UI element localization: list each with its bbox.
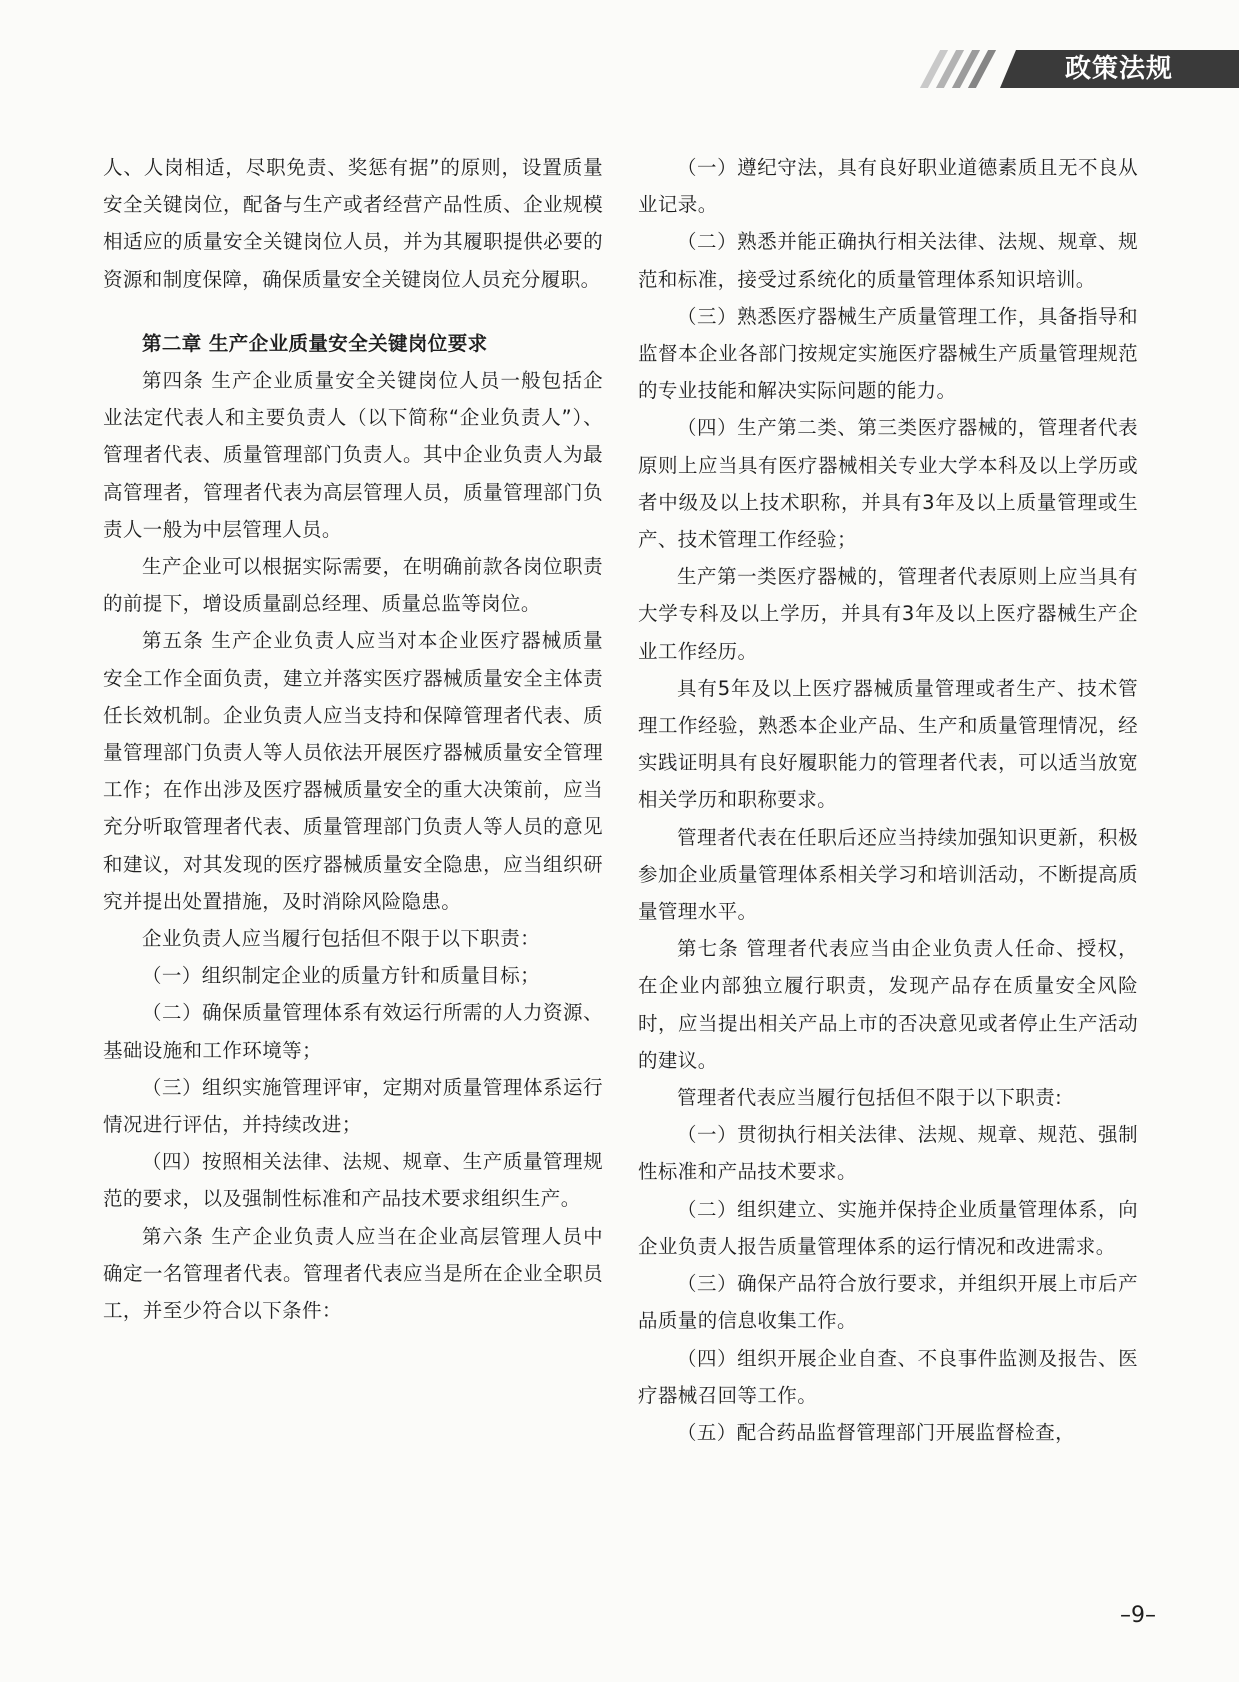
paragraph: （一）组织制定企业的质量方针和质量目标；: [142, 964, 541, 988]
page-number: –9–: [1120, 1603, 1156, 1628]
paragraph: （二）组织建立、实施并保持企业质量管理体系，向企业负责人报告质量管理体系的运行情况和改进需求。: [638, 1197, 1138, 1258]
paragraph: 人、人岗相适，尽职免责、奖惩有据”的原则，设置质量安全关键岗位，配备与生产或者经营产品性质、企业规模相适应的质量安全关键岗位人员，并为其履职提供必要的资源和制度保障，确保质量安全关键岗位人员充分履职。: [103, 156, 603, 291]
paragraph: 管理者代表在任职后还应当持续加强知识更新，积极参加企业质量管理体系相关学习和培训活动，不断提高质量管理水平。: [638, 825, 1138, 924]
right-column: [638, 149, 1138, 1451]
paragraph: （三）组织实施管理评审，定期对质量管理体系运行情况进行评估，并持续改进；: [103, 1075, 603, 1137]
paragraph: （一）遵纪守法，具有良好职业道德素质且无不良从业记录。: [638, 156, 1138, 217]
paragraph: （五）配合药品监督管理部门开展监督检查，: [677, 1420, 1076, 1444]
paragraph: （四）组织开展企业自查、不良事件监测及报告、医疗器械召回等工作。: [638, 1346, 1138, 1407]
chapter-heading: 第二章 生产企业质量安全关键岗位要求: [142, 331, 488, 355]
paragraph: 第六条 生产企业负责人应当在企业高层管理人员中确定一名管理者代表。管理者代表应当是所在企业全职员工，并至少符合以下条件：: [103, 1224, 603, 1323]
paragraph: 管理者代表应当履行包括但不限于以下职责:: [677, 1086, 1063, 1110]
paragraph: （一）贯彻执行相关法律、法规、规章、规范、强制性标准和产品技术要求。: [638, 1123, 1138, 1184]
left-column: [103, 149, 603, 1329]
paragraph: （四）生产第二类、第三类医疗器械的，管理者代表原则上应当具有医疗器械相关专业大学本科及以上学历或者中级及以上技术职称，并具有3年及以上质量管理或生产、技术管理工作经验；: [638, 416, 1138, 552]
paragraph: （四）按照相关法律、法规、规章、生产质量管理规范的要求，以及强制性标准和产品技术要求组织生产。: [103, 1150, 603, 1211]
section-title: 政策法规: [1064, 54, 1173, 84]
paragraph: （二）熟悉并能正确执行相关法律、法规、规章、规范和标准，接受过系统化的质量管理体系知识培训。: [638, 230, 1138, 291]
paragraph: 具有5年及以上医疗器械质量管理或者生产、技术管理工作经验，熟悉本企业产品、生产和质量管理情况，经实践证明具有良好履职能力的管理者代表，可以适当放宽相关学历和职称要求。: [638, 676, 1138, 812]
paragraph: 生产第一类医疗器械的，管理者代表原则上应当具有大学专科及以上学历，并具有3年及以上医疗器械生产企业工作经历。: [638, 565, 1138, 663]
paragraph: 企业负责人应当履行包括但不限于以下职责：: [142, 927, 541, 951]
paragraph: （三）确保产品符合放行要求，并组织开展上市后产品质量的信息收集工作。: [638, 1272, 1138, 1333]
paragraph: 第七条 管理者代表应当由企业负责人任命、授权，在企业内部独立履行职责，发现产品存在质量安全风险时，应当提出相关产品上市的否决意见或者停止生产活动的建议。: [638, 937, 1138, 1072]
paragraph: （二）确保质量管理体系有效运行所需的人力资源、基础设施和工作环境等；: [103, 1001, 603, 1062]
paragraph: 第五条 生产企业负责人应当对本企业医疗器械质量安全工作全面负责，建立并落实医疗器械质量安全主体责任长效机制。企业负责人应当支持和保障管理者代表、质量管理部门负责人等人员依法开展医疗器械质量安全管理工作；在作出涉及医疗器械质量安全的重大决策前，应当充分听取管理者代表、质量管理部门负责人等人员的意见和建议，对其发现的医疗器械质量安全隐患，应当组织研究并提出处置措施，及时消除风险隐患。: [103, 629, 603, 913]
paragraph: 第四条 生产企业质量安全关键岗位人员一般包括企业法定代表人和主要负责人（以下简称“企业负责人”）、管理者代表、质量管理部门负责人。其中企业负责人为最高管理者，管理者代表为高层管理人员，质量管理部门负责人一般为中层管理人员。: [103, 369, 603, 541]
paragraph: 生产企业可以根据实际需要，在明确前款各岗位职责的前提下，增设质量副总经理、质量总监等岗位。: [103, 555, 603, 616]
paragraph: （三）熟悉医疗器械生产质量管理工作，具备指导和监督本企业各部门按规定实施医疗器械生产质量管理规范的专业技能和解决实际问题的能力。: [638, 304, 1138, 403]
